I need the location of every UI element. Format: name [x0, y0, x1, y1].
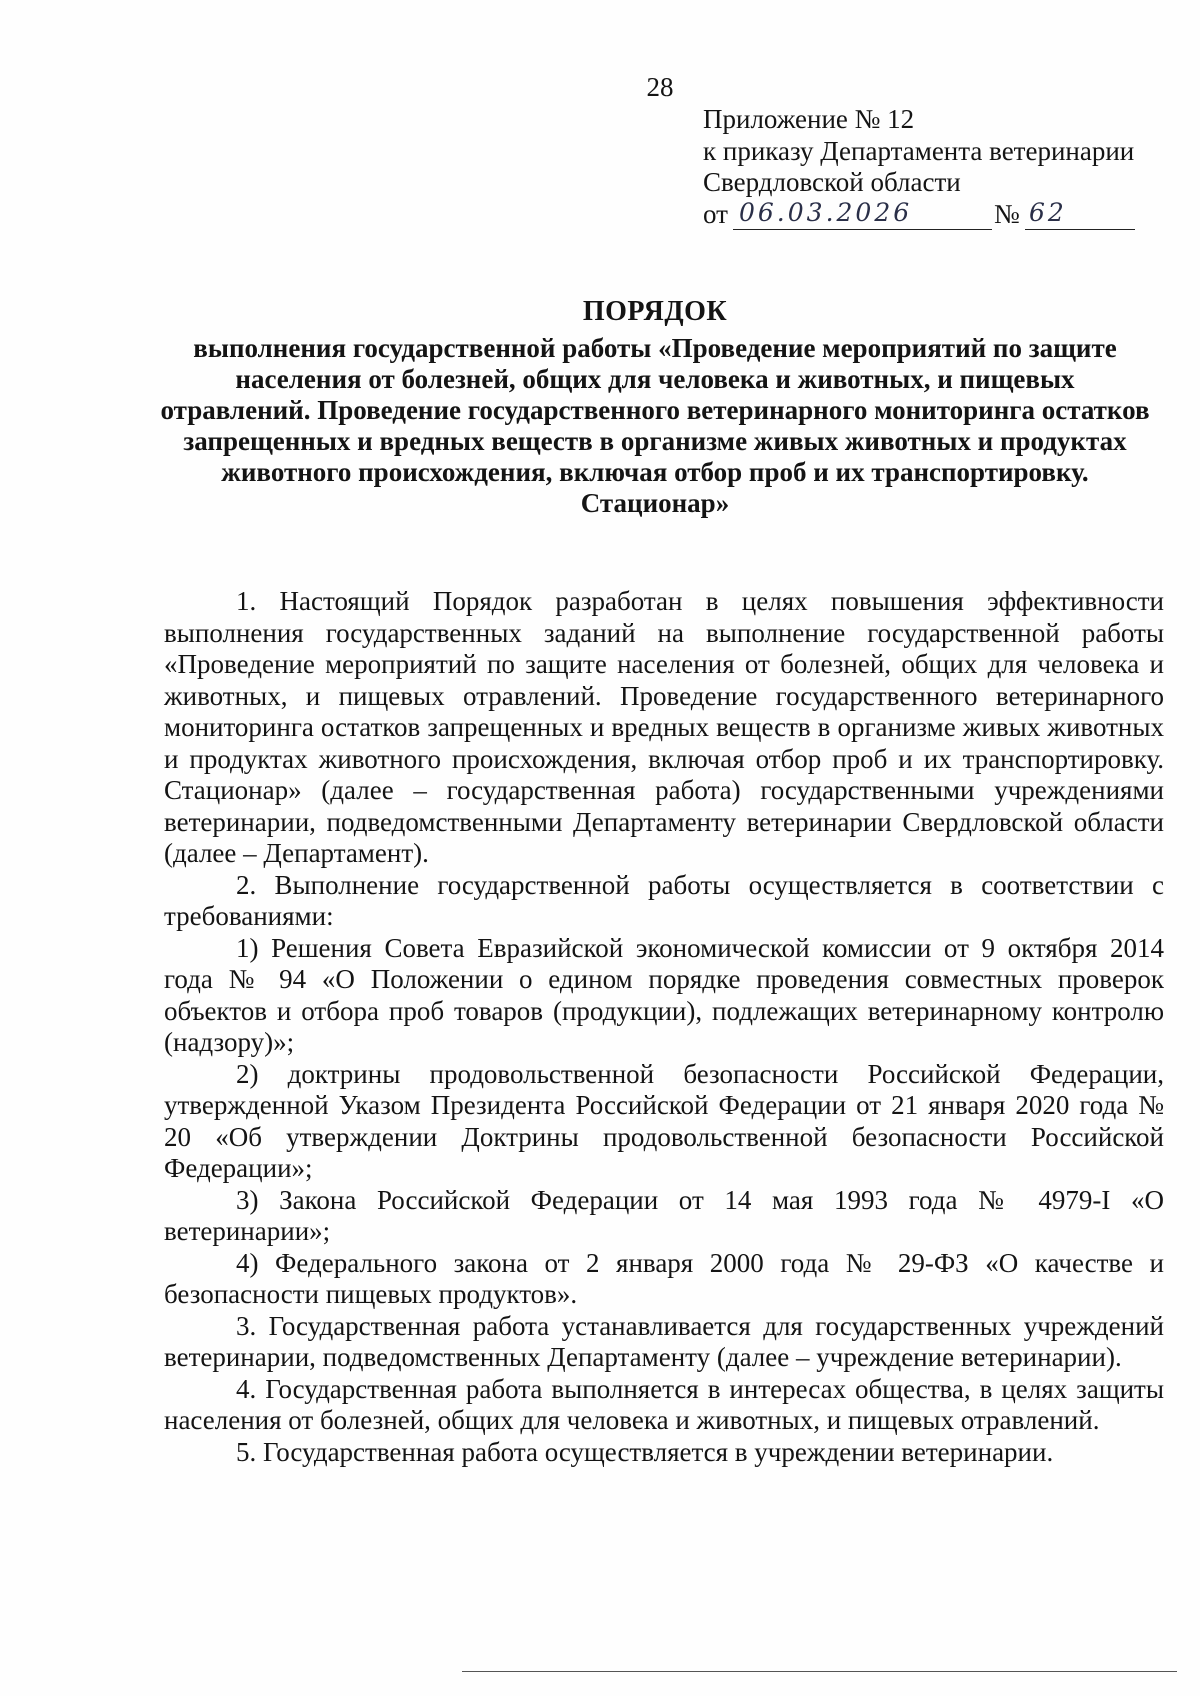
date-label: от: [703, 198, 728, 229]
title-subtitle: выполнения государственной работы «Проведение мероприятий по защите населения от болезней, общих для человека и животных, и пищевых отравлений. Проведение государственного ветеринарного мониторинга остатков запрещенных и вредных веществ в организме живых животных и продуктах животного происхождения, включая отбор проб и их транспортировку. Стационар»: [160, 333, 1150, 518]
title-heading: ПОРЯДОК: [582, 296, 728, 327]
document-title: [160, 296, 1150, 519]
page-number: 28: [646, 72, 674, 102]
handwritten-number: 62: [1025, 199, 1135, 230]
appendix-line-3: Свердловской области: [703, 167, 961, 197]
document-body: [164, 586, 1164, 1468]
number-label: №: [994, 198, 1020, 229]
paragraph-1: 1. Настоящий Порядок разработан в целях повышения эффективности выполнения государственных заданий на выполнение государственной работы «Проведение мероприятий по защите населения от болезней, общих для человека и животных, и пищевых отравлений. Проведение государственного ветеринарного мониторинга остатков запрещенных и вредных веществ в организме живых животных и продуктах животного происхождения, включая отбор проб и их транспортировку. Стационар» (далее – государственная работа) государственными учреждениями ветеринарии, подведомственными Департаменту ветеринарии Свердловской области (далее – Департамент).: [164, 586, 1164, 868]
paragraph-2-item-3: 3) Закона Российской Федерации от 14 мая 1993 года № 4979-I «О ветеринарии»;: [164, 1184, 1164, 1246]
paragraph-2-item-2: 2) доктрины продовольственной безопасности Российской Федерации, утвержденной Указом Президента Российской Федерации от 21 января 2020 года № 20 «Об утверждении Доктрины продовольственной безопасности Российской Федерации»;: [164, 1058, 1164, 1183]
paragraph-4: 4. Государственная работа выполняется в интересах общества, в целях защиты населения от болезней, общих для человека и животных, и пищевых отравлений.: [164, 1373, 1164, 1435]
paragraph-2-item-4: 4) Федерального закона от 2 января 2000 года № 29-ФЗ «О качестве и безопасности пищевых продуктов».: [164, 1247, 1164, 1309]
paragraph-2-item-1: 1) Решения Совета Евразийской экономической комиссии от 9 октября 2014 года № 94 «О Положении о едином порядке проведения совместных проверок объектов и отбора проб товаров (продукции), подлежащих ветеринарному контролю (надзору)»;: [164, 932, 1164, 1057]
appendix-date-line: [703, 199, 1173, 231]
appendix-line-2: к приказу Департамента ветеринарии: [703, 135, 1135, 166]
paragraph-2: 2. Выполнение государственной работы осуществляется в соответствии с требованиями:: [164, 869, 1164, 931]
appendix-line-1: Приложение № 12: [703, 104, 915, 134]
handwritten-date: 06.03.2026: [733, 199, 992, 230]
paragraph-3: 3. Государственная работа устанавливается для государственных учреждений ветеринарии, подведомственных Департаменту (далее – учреждение ветеринарии).: [164, 1310, 1164, 1372]
appendix-block: [703, 104, 1173, 231]
paragraph-5: 5. Государственная работа осуществляется в учреждении ветеринарии.: [236, 1436, 1054, 1467]
bottom-divider: [462, 1671, 1177, 1672]
